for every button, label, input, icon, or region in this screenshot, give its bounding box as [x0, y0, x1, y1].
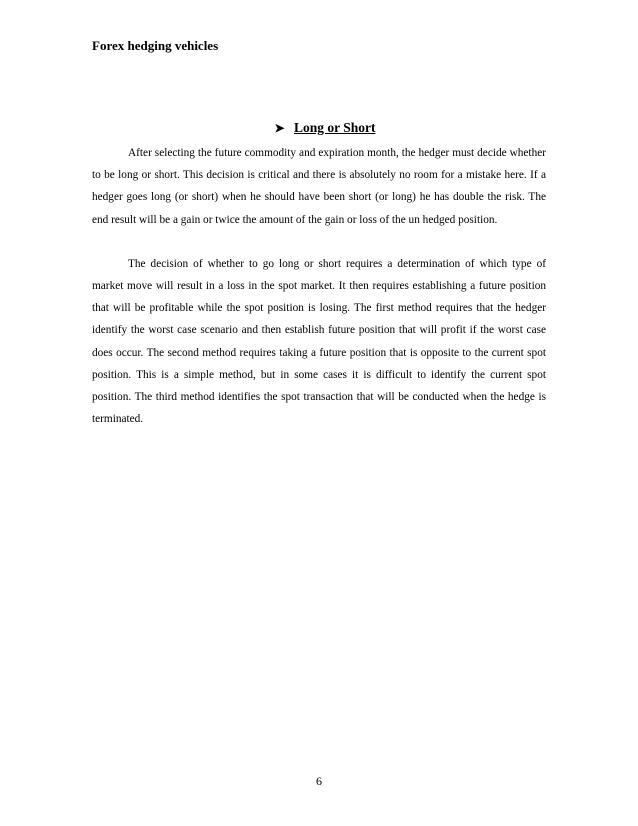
page-number: 6	[316, 774, 322, 788]
paragraph: After selecting the future commodity and expiration month, the hedger must decide whether to be long or short. This decision is critical and there is absolutely no room for a mistake here. If a hedger goes long (or short) when he should have been short (or long) he has double the risk. The end result will be a gain or twice the amount of the gain or loss of the un hedged position.	[92, 147, 546, 226]
section-title: Long or Short	[293, 120, 376, 135]
page-header-title: Forex hedging vehicles	[92, 38, 219, 53]
arrow-bullet-icon: ➤	[274, 121, 285, 135]
body-content	[92, 142, 546, 430]
section-heading	[0, 120, 638, 136]
paragraph: The decision of whether to go long or short requires a determination of which type of market move will result in a loss in the spot market. It then requires establishing a future position that will be profitable while the spot position is losing. The first method requires that the hedger identify the worst case scenario and then establish future position that will profit if the worst case does occur. The second method requires taking a future position that is opposite to the current spot position. This is a simple method, but in some cases it is difficult to identify the current spot position. The third method identifies the spot transaction that will be conducted when the hedge is terminated.	[92, 257, 546, 426]
